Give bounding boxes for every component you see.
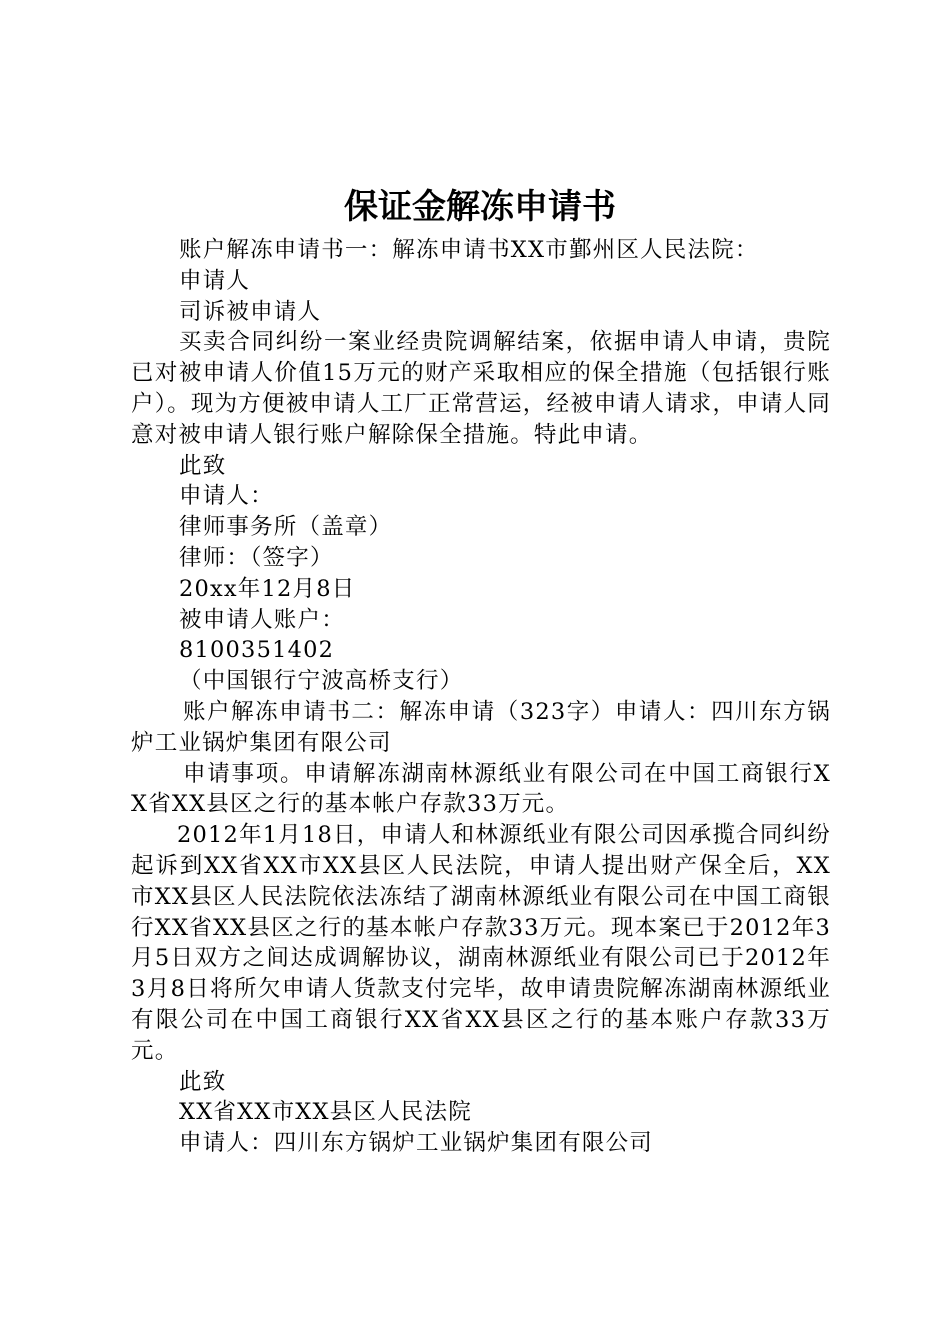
paragraph-applicant: 申请人 [179,267,251,294]
paragraph-law-firm: 律师事务所（盖章） [179,514,393,541]
paragraph-request-body: 买卖合同纠纷一案业经贵院调解结案，依据申请人申请，贵院已对被申请人价值15万元的财产采取相应的保全措施（包括银行账户）。现为方便被申请人工厂正常营运，经被申请人请求，申请人同意对被申请人银行账户解除保全措施。特此申请。 [131,329,831,448]
paragraph-heading-one: 账户解冻申请书一：解冻申请书XX市鄞州区人民法院： [179,237,759,263]
document-body [131,235,831,1159]
paragraph-heading-two: 账户解冻申请书二：解冻申请（323字）申请人：四川东方锅炉工业锅炉集团有限公司 [131,698,831,756]
document-title: 保证金解冻申请书 [344,187,616,227]
paragraph-salutation: 此致 [179,452,227,479]
paragraph-respondent: 司诉被申请人 [179,298,322,325]
paragraph-date: 20xx年12月8日 [179,575,356,602]
paragraph-account-label: 被申请人账户： [179,606,345,633]
paragraph-application-item: 申请事项。申请解冻湖南林源纸业有限公司在中国工商银行XX省XX县区之行的基本帐户存款33万元。 [131,760,831,818]
paragraph-case-body: 2012年1月18日，申请人和林源纸业有限公司因承揽合同纠纷起诉到XX省XX市XX县区人民法院，申请人提出财产保全后，XX市XX县区人民法院依法冻结了湖南林源纸业有限公司在中国工商银行XX省XX县区之行的基本帐户存款33万元。现本案已于2012年3月5日双方之间达成调解协议，湖南林源纸业有限公司已于2012年3月8日将所欠申请人货款支付完毕，故申请贵院解冻湖南林源纸业有限公司在中国工商银行XX省XX县区之行的基本账户存款33万元。 [131,822,831,1064]
paragraph-account-number: 8100351402 [179,637,335,664]
paragraph-applicant-company: 申请人：四川东方锅炉工业锅炉集团有限公司 [179,1130,654,1157]
paragraph-bank-branch: （中国银行宁波高桥支行） [179,668,464,695]
paragraph-applicant-label: 申请人： [179,483,274,510]
paragraph-court: XX省XX市XX县区人民法院 [179,1099,472,1126]
paragraph-salutation-two: 此致 [179,1068,227,1095]
paragraph-lawyer: 律师：（签字） [179,544,334,571]
